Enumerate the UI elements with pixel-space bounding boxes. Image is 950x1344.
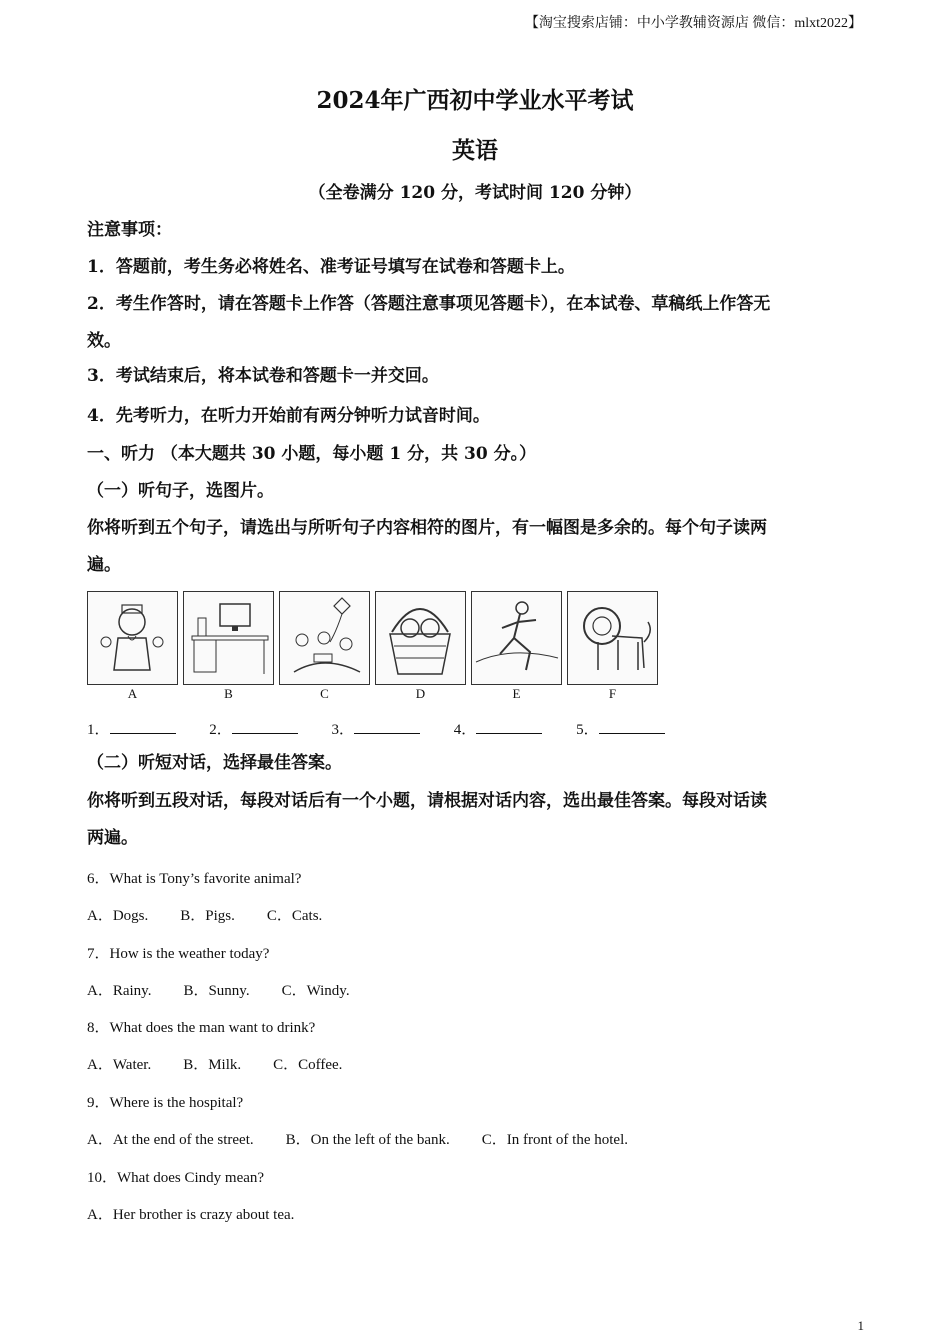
blank-line xyxy=(476,721,542,734)
option[interactable]: B．Sunny. xyxy=(183,983,250,999)
option[interactable]: A．Dogs. xyxy=(87,908,149,924)
part1-instructions-cont: 遍。 xyxy=(87,555,121,575)
option[interactable]: A．At the end of the street. xyxy=(87,1132,254,1148)
picture-label: E xyxy=(512,686,521,701)
part2-instructions: 你将听到五段对话，每段对话后有一个小题，请根据对话内容，选出最佳答案。每段对话读 xyxy=(87,791,767,811)
runner-icon xyxy=(472,592,561,684)
picture-label: F xyxy=(608,686,617,701)
picnic-kite-icon xyxy=(280,592,369,684)
blank-number: 4． xyxy=(453,722,477,738)
blank-number: 1． xyxy=(87,722,110,738)
part1-instructions: 你将听到五个句子，请选出与所听句子内容相符的图片，有一幅图是多余的。每个句子读两 xyxy=(87,518,767,538)
question-8-options xyxy=(87,1053,342,1074)
question-6-options xyxy=(87,904,322,925)
blank-number: 2． xyxy=(209,722,232,738)
question-10: 10．What does Cindy mean? xyxy=(87,1170,265,1186)
part2-heading: （二）听短对话，选择最佳答案。 xyxy=(87,753,342,773)
question-7: 7．How is the weather today? xyxy=(87,946,270,962)
question-6: 6．What is Tony’s favorite animal? xyxy=(87,871,302,887)
blank-number: 5． xyxy=(576,722,599,738)
option[interactable]: C．In front of the hotel. xyxy=(481,1132,628,1148)
notice-heading: 注意事项： xyxy=(87,220,172,240)
option[interactable]: C．Cats. xyxy=(266,908,323,924)
picture-e xyxy=(471,591,562,703)
part1-heading: （一）听句子，选图片。 xyxy=(87,481,274,501)
exam-info: （全卷满分 120 分，考试时间 120 分钟） xyxy=(308,183,642,203)
apple-basket-icon xyxy=(376,592,465,684)
answer-blanks xyxy=(87,718,695,739)
blank-2[interactable] xyxy=(209,718,298,739)
option[interactable]: B．On the left of the bank. xyxy=(285,1132,450,1148)
question-9-options xyxy=(87,1128,628,1149)
part2-instructions-cont: 两遍。 xyxy=(87,828,138,848)
blank-1[interactable] xyxy=(87,718,176,739)
blank-line xyxy=(599,721,665,734)
notice-item-2-cont: 效。 xyxy=(87,331,121,351)
doctor-icon xyxy=(88,592,177,684)
page-number: 1 xyxy=(857,1318,864,1333)
blank-5[interactable] xyxy=(576,718,665,739)
blank-line xyxy=(110,721,176,734)
question-7-options xyxy=(87,979,350,1000)
exam-title: 2024年广西初中学业水平考试 xyxy=(316,87,634,114)
blank-line xyxy=(232,721,298,734)
option[interactable]: A．Water. xyxy=(87,1057,152,1073)
blank-4[interactable] xyxy=(454,718,543,739)
picture-label: C xyxy=(320,686,329,701)
option[interactable]: A．Rainy. xyxy=(87,983,152,999)
blank-line xyxy=(354,721,420,734)
picture-label: D xyxy=(415,686,426,701)
picture-strip xyxy=(87,591,663,703)
computer-desk-icon xyxy=(184,592,273,684)
blank-3[interactable] xyxy=(332,718,421,739)
picture-label: A xyxy=(127,686,138,701)
picture-a xyxy=(87,591,178,703)
picture-f xyxy=(567,591,658,703)
section1-heading: 一、听力 （本大题共 30 小题，每小题 1 分，共 30 分。） xyxy=(87,444,537,464)
option[interactable]: C．Windy. xyxy=(281,983,350,999)
question-8: 8．What does the man want to drink? xyxy=(87,1020,316,1036)
notice-item-2: 2．考生作答时，请在答题卡上作答（答题注意事项见答题卡），在本试卷、草稿纸上作答无 xyxy=(87,294,771,314)
notice-item-1: 1．答题前，考生务必将姓名、准考证号填写在试卷和答题卡上。 xyxy=(87,257,575,277)
header-note: 【淘宝搜索店铺：中小学教辅资源店 微信：mlxt2022】 xyxy=(524,16,862,31)
option[interactable]: B．Pigs. xyxy=(180,908,235,924)
option[interactable]: B．Milk. xyxy=(183,1057,242,1073)
picture-d xyxy=(375,591,466,703)
option[interactable]: A．Her brother is crazy about tea. xyxy=(87,1207,295,1223)
notice-item-3: 3．考试结束后，将本试卷和答题卡一并交回。 xyxy=(87,366,439,386)
blank-number: 3． xyxy=(331,722,355,738)
option[interactable]: C．Coffee. xyxy=(273,1057,343,1073)
picture-c xyxy=(279,591,370,703)
subject-title: 英语 xyxy=(452,137,498,164)
picture-label: B xyxy=(224,686,233,701)
question-10-options xyxy=(87,1203,294,1224)
question-9: 9．Where is the hospital? xyxy=(87,1095,244,1111)
picture-b xyxy=(183,591,274,703)
lion-icon xyxy=(568,592,657,684)
notice-item-4: 4．先考听力，在听力开始前有两分钟听力试音时间。 xyxy=(87,406,490,426)
